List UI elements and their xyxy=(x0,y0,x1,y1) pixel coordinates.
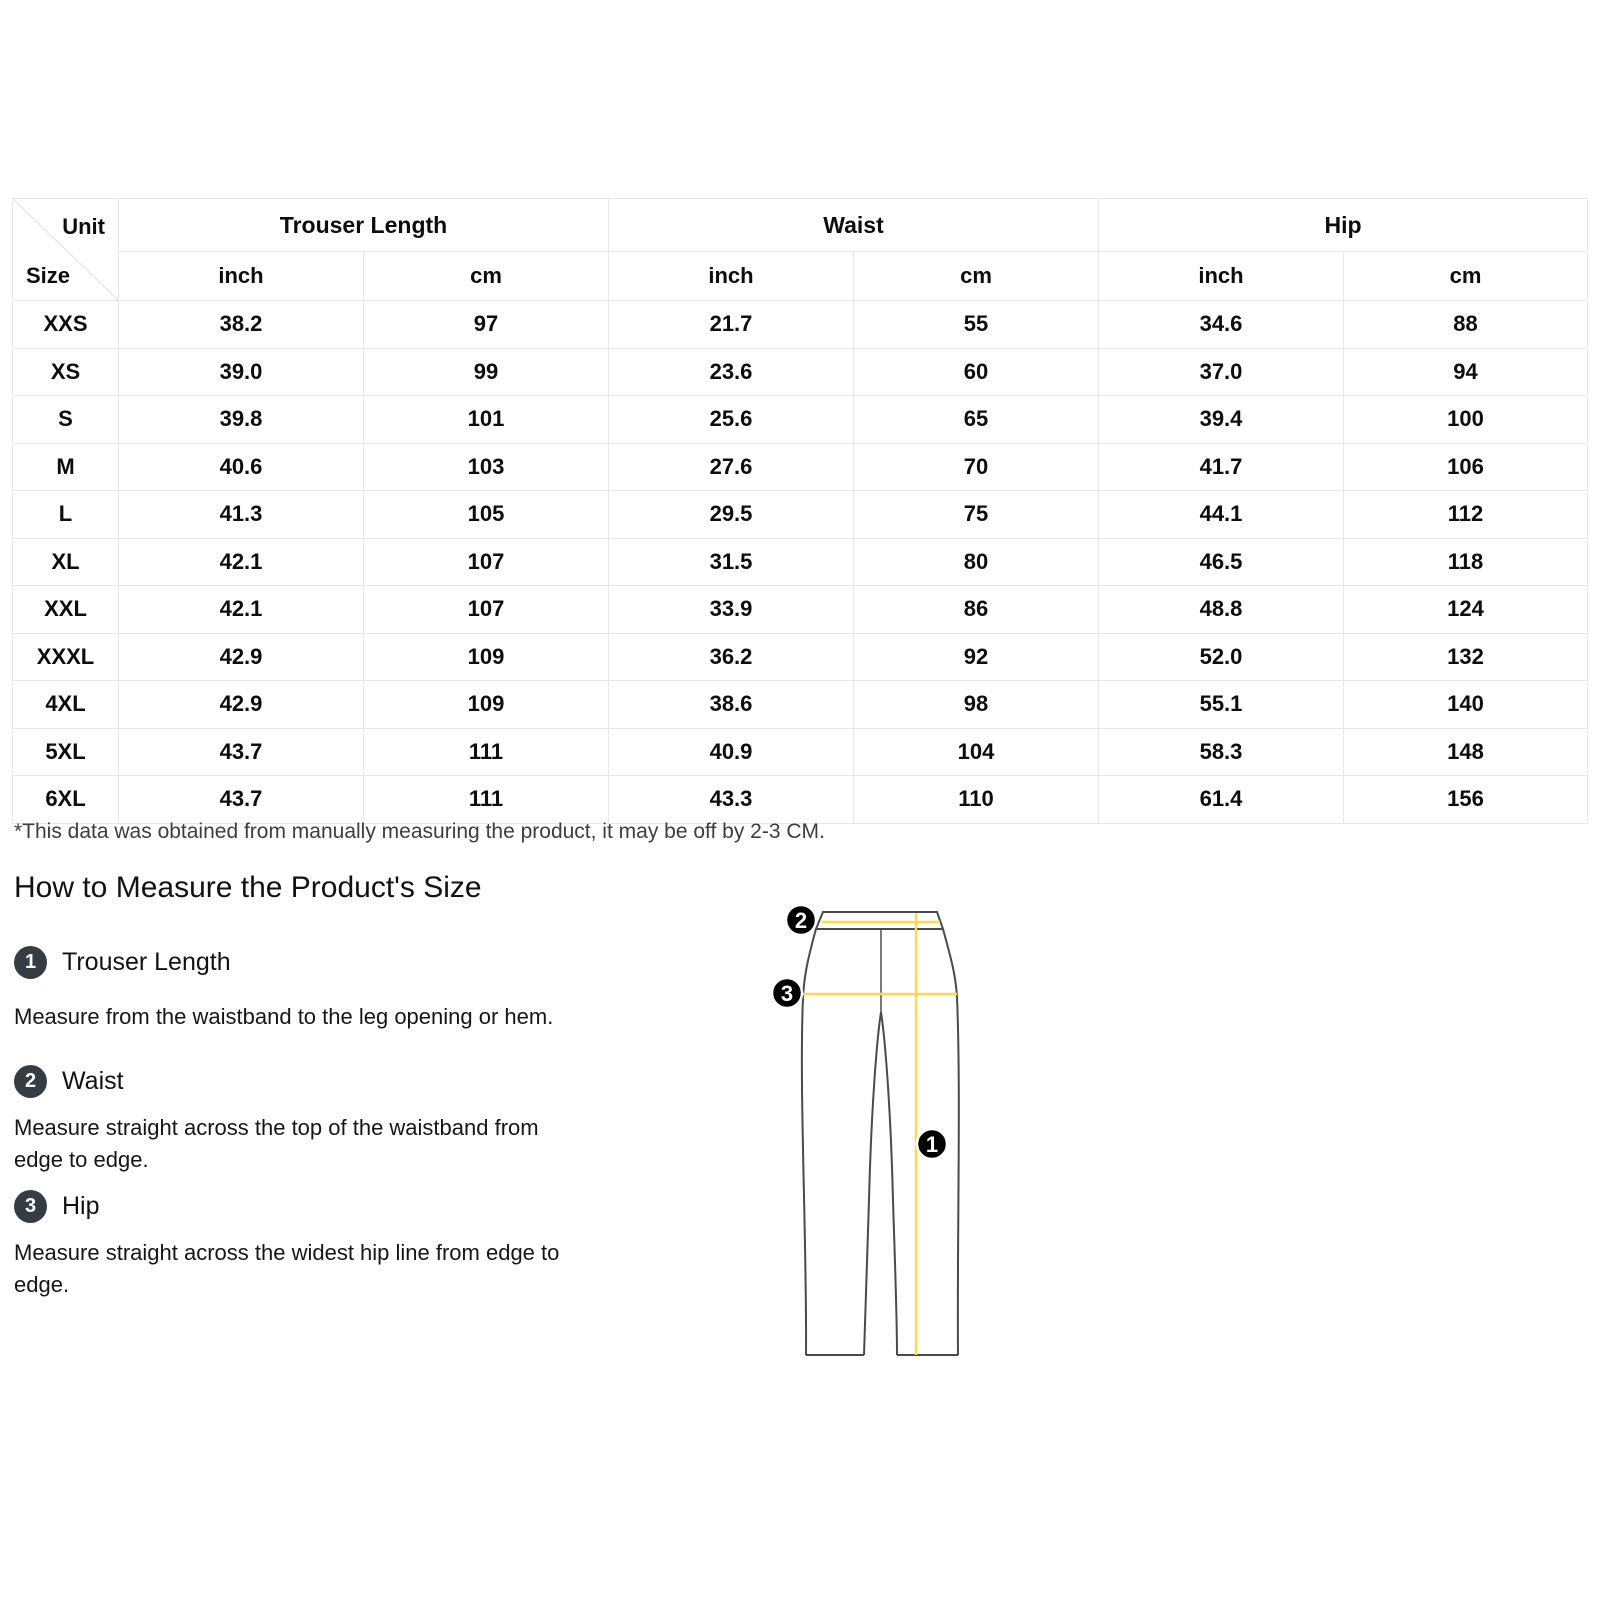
measurement-cell: 29.5 xyxy=(609,491,854,539)
measurement-cell: 110 xyxy=(854,776,1099,824)
measurement-cell: 55.1 xyxy=(1099,681,1344,729)
step-3-label: Hip xyxy=(62,1191,100,1220)
step-3-description: Measure straight across the widest hip line from edge to edge. xyxy=(14,1240,560,1297)
unit-header-inch: inch xyxy=(609,252,854,301)
table-row xyxy=(13,776,1588,824)
measurement-cell: 31.5 xyxy=(609,538,854,586)
row-size-label: 5XL xyxy=(13,728,119,776)
measurement-cell: 43.3 xyxy=(609,776,854,824)
pants-right-inner-edge xyxy=(881,1012,897,1355)
pants-left-inner-edge xyxy=(864,1012,881,1355)
measurement-cell: 118 xyxy=(1344,538,1588,586)
measurement-disclaimer: *This data was obtained from manually measuring the product, it may be off by 2-3 CM. xyxy=(14,820,825,843)
row-size-label: XXXL xyxy=(13,633,119,681)
measurement-cell: 38.6 xyxy=(609,681,854,729)
step-2-label: Waist xyxy=(62,1066,124,1095)
table-row xyxy=(13,538,1588,586)
measurement-cell: 34.6 xyxy=(1099,301,1344,349)
measurement-cell: 92 xyxy=(854,633,1099,681)
row-size-label: S xyxy=(13,396,119,444)
step-1-description: Measure from the waistband to the leg opening or hem. xyxy=(14,1004,554,1029)
measurement-cell: 124 xyxy=(1344,586,1588,634)
measurement-cell: 109 xyxy=(364,681,609,729)
table-row xyxy=(13,396,1588,444)
measurement-cell: 109 xyxy=(364,633,609,681)
measurement-cell: 39.0 xyxy=(119,348,364,396)
measurement-cell: 88 xyxy=(1344,301,1588,349)
measurement-cell: 38.2 xyxy=(119,301,364,349)
diagram-marker-3 xyxy=(772,978,802,1008)
step-trouser-length xyxy=(14,945,231,979)
measurement-cell: 101 xyxy=(364,396,609,444)
measurement-cell: 41.7 xyxy=(1099,443,1344,491)
pants-waistband-outline xyxy=(816,912,943,929)
measurement-cell: 42.9 xyxy=(119,633,364,681)
measurement-cell: 111 xyxy=(364,776,609,824)
measurement-cell: 156 xyxy=(1344,776,1588,824)
diagram-marker-3-number: 3 xyxy=(780,981,794,1006)
measurement-cell: 48.8 xyxy=(1099,586,1344,634)
measurement-cell: 103 xyxy=(364,443,609,491)
unit-label: Unit xyxy=(62,214,105,239)
measurement-cell: 75 xyxy=(854,491,1099,539)
measurement-cell: 23.6 xyxy=(609,348,854,396)
table-header-row-units xyxy=(13,252,1588,301)
step-waist xyxy=(14,1064,124,1098)
unit-header-cm: cm xyxy=(1344,252,1588,301)
row-size-label: XXS xyxy=(13,301,119,349)
step-2-badge: 2 xyxy=(14,1065,47,1098)
measurement-cell: 39.4 xyxy=(1099,396,1344,444)
unit-header-inch: inch xyxy=(119,252,364,301)
size-table-body xyxy=(13,301,1588,824)
table-row xyxy=(13,681,1588,729)
table-header-row-groups xyxy=(13,199,1588,252)
step-hip xyxy=(14,1189,100,1223)
row-size-label: 6XL xyxy=(13,776,119,824)
measurement-cell: 111 xyxy=(364,728,609,776)
measurement-cell: 107 xyxy=(364,586,609,634)
size-table xyxy=(12,198,1588,824)
measurement-cell: 40.6 xyxy=(119,443,364,491)
measurement-cell: 37.0 xyxy=(1099,348,1344,396)
row-size-label: XS xyxy=(13,348,119,396)
measurement-cell: 41.3 xyxy=(119,491,364,539)
table-row xyxy=(13,491,1588,539)
measurement-cell: 94 xyxy=(1344,348,1588,396)
measurement-cell: 39.8 xyxy=(119,396,364,444)
measurement-cell: 100 xyxy=(1344,396,1588,444)
measurement-cell: 99 xyxy=(364,348,609,396)
measurement-cell: 25.6 xyxy=(609,396,854,444)
measurement-cell: 70 xyxy=(854,443,1099,491)
step-1-badge: 1 xyxy=(14,946,47,979)
measurement-cell: 86 xyxy=(854,586,1099,634)
col-group-trouser-length: Trouser Length xyxy=(119,199,609,252)
row-size-label: 4XL xyxy=(13,681,119,729)
diagram-marker-1 xyxy=(917,1129,947,1159)
diagram-marker-2-number: 2 xyxy=(794,908,808,933)
pants-measurement-diagram xyxy=(740,880,1040,1380)
row-size-label: L xyxy=(13,491,119,539)
measurement-cell: 61.4 xyxy=(1099,776,1344,824)
col-group-waist: Waist xyxy=(609,199,1099,252)
step-2-description: Measure straight across the top of the waistband from edge to edge. xyxy=(14,1115,539,1172)
measurement-cell: 104 xyxy=(854,728,1099,776)
size-label: Size xyxy=(26,263,71,288)
measurement-cell: 43.7 xyxy=(119,728,364,776)
table-row xyxy=(13,348,1588,396)
measurement-cell: 140 xyxy=(1344,681,1588,729)
measurement-cell: 132 xyxy=(1344,633,1588,681)
table-row xyxy=(13,443,1588,491)
measurement-cell: 27.6 xyxy=(609,443,854,491)
measurement-cell: 55 xyxy=(854,301,1099,349)
measurement-cell: 46.5 xyxy=(1099,538,1344,586)
table-row xyxy=(13,301,1588,349)
measurement-cell: 148 xyxy=(1344,728,1588,776)
step-1-label: Trouser Length xyxy=(62,947,231,976)
measurement-cell: 97 xyxy=(364,301,609,349)
row-size-label: XXL xyxy=(13,586,119,634)
unit-header-cm: cm xyxy=(364,252,609,301)
unit-header-cm: cm xyxy=(854,252,1099,301)
measurement-cell: 105 xyxy=(364,491,609,539)
measurement-cell: 106 xyxy=(1344,443,1588,491)
table-row xyxy=(13,728,1588,776)
measurement-cell: 42.1 xyxy=(119,538,364,586)
col-group-hip: Hip xyxy=(1099,199,1588,252)
measurement-cell: 42.1 xyxy=(119,586,364,634)
measurement-cell: 43.7 xyxy=(119,776,364,824)
measurement-cell: 112 xyxy=(1344,491,1588,539)
measurement-cell: 42.9 xyxy=(119,681,364,729)
measurement-cell: 65 xyxy=(854,396,1099,444)
measurement-cell: 98 xyxy=(854,681,1099,729)
row-size-label: XL xyxy=(13,538,119,586)
measurement-cell: 60 xyxy=(854,348,1099,396)
unit-size-corner-cell xyxy=(13,199,119,301)
measurement-cell: 52.0 xyxy=(1099,633,1344,681)
measurement-cell: 21.7 xyxy=(609,301,854,349)
measurement-cell: 107 xyxy=(364,538,609,586)
table-row xyxy=(13,586,1588,634)
row-size-label: M xyxy=(13,443,119,491)
measurement-cell: 36.2 xyxy=(609,633,854,681)
howto-heading: How to Measure the Product's Size xyxy=(14,871,482,904)
step-3-badge: 3 xyxy=(14,1190,47,1223)
diagram-marker-2 xyxy=(786,905,816,935)
unit-header-inch: inch xyxy=(1099,252,1344,301)
table-row xyxy=(13,633,1588,681)
diagram-marker-1-number: 1 xyxy=(925,1132,939,1157)
measurement-cell: 80 xyxy=(854,538,1099,586)
measurement-cell: 44.1 xyxy=(1099,491,1344,539)
measurement-cell: 33.9 xyxy=(609,586,854,634)
measurement-cell: 40.9 xyxy=(609,728,854,776)
measurement-cell: 58.3 xyxy=(1099,728,1344,776)
